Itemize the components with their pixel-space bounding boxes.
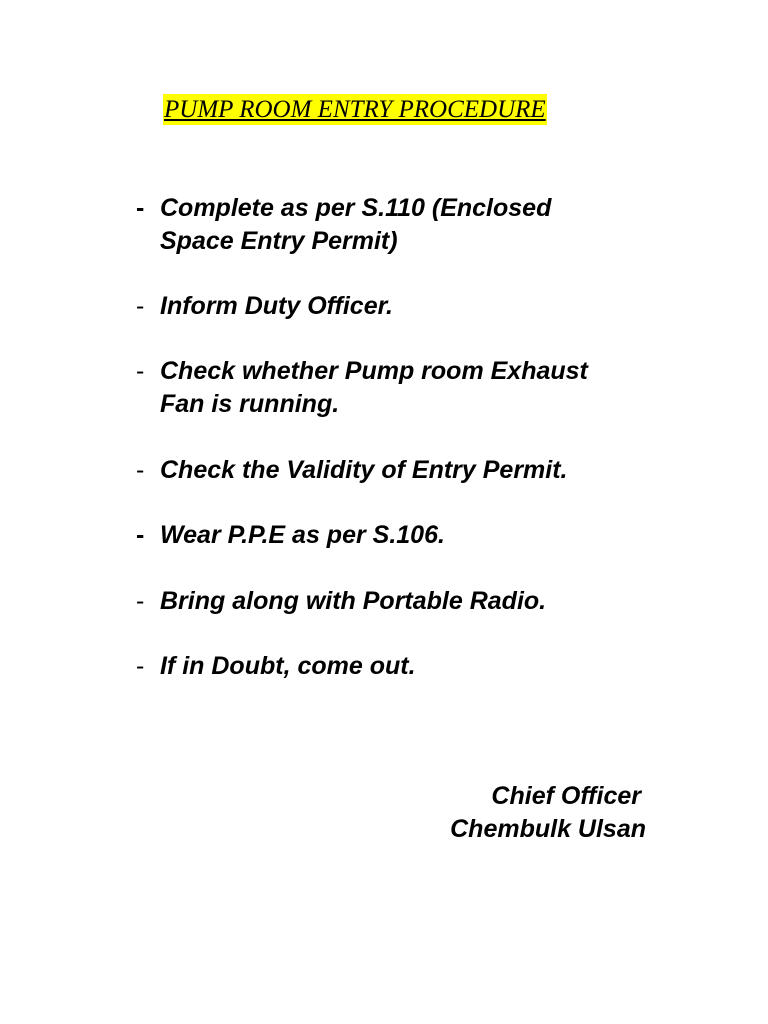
bullet-dash: - [136, 652, 145, 680]
step-text-line: Bring along with Portable Radio. [160, 587, 547, 615]
bullet-dash: - [136, 521, 145, 549]
procedure-step-5 [136, 519, 696, 552]
step-text-line: Inform Duty Officer. [160, 292, 393, 320]
signature-vessel: Chembulk Ulsan [450, 815, 646, 843]
signature-role: Chief Officer [491, 782, 641, 810]
bullet-dash: - [136, 194, 145, 222]
step-text-line: Space Entry Permit) [160, 227, 398, 255]
procedure-step-1 [136, 192, 696, 258]
procedure-step-6 [136, 585, 696, 618]
page-title: PUMP ROOM ENTRY PROCEDURE [164, 96, 546, 123]
step-text-line: Check whether Pump room Exhaust [160, 357, 588, 385]
step-text-line: Complete as per S.110 (Enclosed [160, 194, 552, 222]
step-text-line: Wear P.P.E as per S.106. [160, 521, 445, 549]
procedure-step-2 [136, 290, 696, 323]
bullet-dash: - [136, 587, 145, 615]
bullet-dash: - [136, 456, 145, 484]
step-text-line: If in Doubt, come out. [160, 652, 416, 680]
procedure-step-7 [136, 650, 696, 683]
procedure-step-4 [136, 454, 696, 487]
bullet-dash: - [136, 292, 145, 320]
step-text-line: Check the Validity of Entry Permit. [160, 456, 568, 484]
procedure-step-3 [136, 355, 696, 421]
step-text-line: Fan is running. [160, 390, 340, 418]
bullet-dash: - [136, 357, 145, 385]
